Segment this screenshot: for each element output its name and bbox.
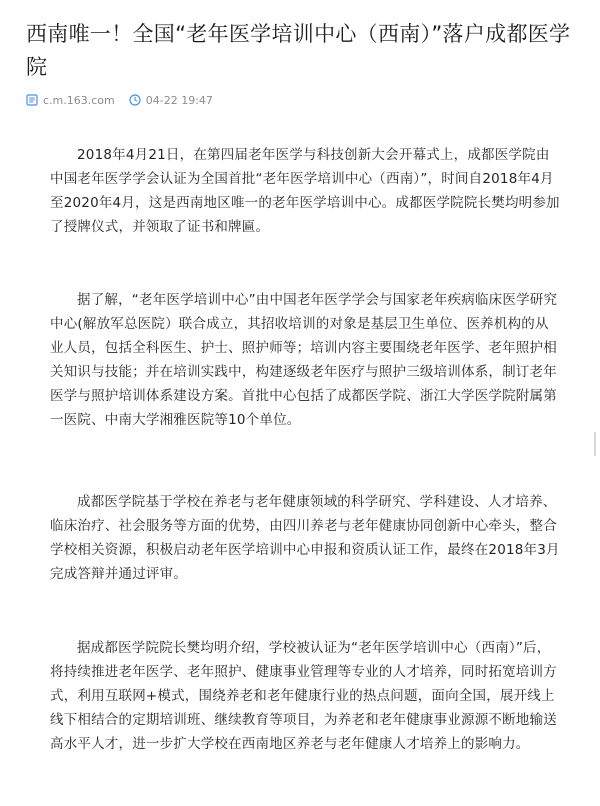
document-icon [26,94,38,106]
source-item[interactable] [26,94,115,107]
edge-mark [594,432,596,456]
time-item [129,94,213,107]
source-label: c.m.163.com [43,93,115,107]
article-title: 西南唯一！全国“老年医学培训中心（西南）”落户成都医学院 [26,22,571,79]
paragraph: 据成都医学院院长樊均明介绍，学校被认证为“老年医学培训中心（西南）”后，将持续推进老年医学、老年照护、健康事业管理等专业的人才培养，同时拓宽培训方式，利用互联网+模式，围绕养老和老年健康行业的热点问题，面向全国，展开线上线下相结合的定期培训班、继续教育等项目，为养老和老年健康事业源源不断地输送高水平人才，进一步扩大学校在西南地区养老与老年健康人才培养上的影响力。 [50,640,557,752]
time-label: 04-22 19:47 [145,93,213,107]
paragraph: 成都医学院基于学校在养老与老年健康领域的科学研究、学科建设、人才培养、临床治疗、社会服务等方面的优势，由四川养老与老年健康协同创新中心牵头，整合学校相关资源，积极启动老年医学培训中心申报和资质认证工作，最终在2018年3月完成答辩并通过评审。 [50,494,560,582]
paragraph: 据了解，“老年医学培训中心”由中国老年医学学会与国家老年疾病临床医学研究中心(解放军总医院）联合成立，其招收培训的对象是基层卫生单位、医养机构的从业人员，包括全科医生、护士、照护师等；培训内容主要围绕老年医学、老年照护相关知识与技能；并在培训实践中，构建逐级老年医疗与照护三级培训体系，制订老年医学与照护培训体系建设方案。首批中心包括了成都医学院、浙江大学医学院附属第一医院、中南大学湘雅医院等10个单位。 [50,292,558,428]
paragraph: 2018年4月21日，在第四届老年医学与科技创新大会开幕式上，成都医学院由中国老年医学学会认证为全国首批“老年医学培训中心（西南）”，时间自2018年4月至2020年4月，这是西南地区唯一的老年医学培训中心。成都医学院院长樊均明参加了授牌仪式，并领取了证书和牌匾。 [50,147,560,235]
clock-icon [129,94,141,106]
article-meta [26,92,213,108]
